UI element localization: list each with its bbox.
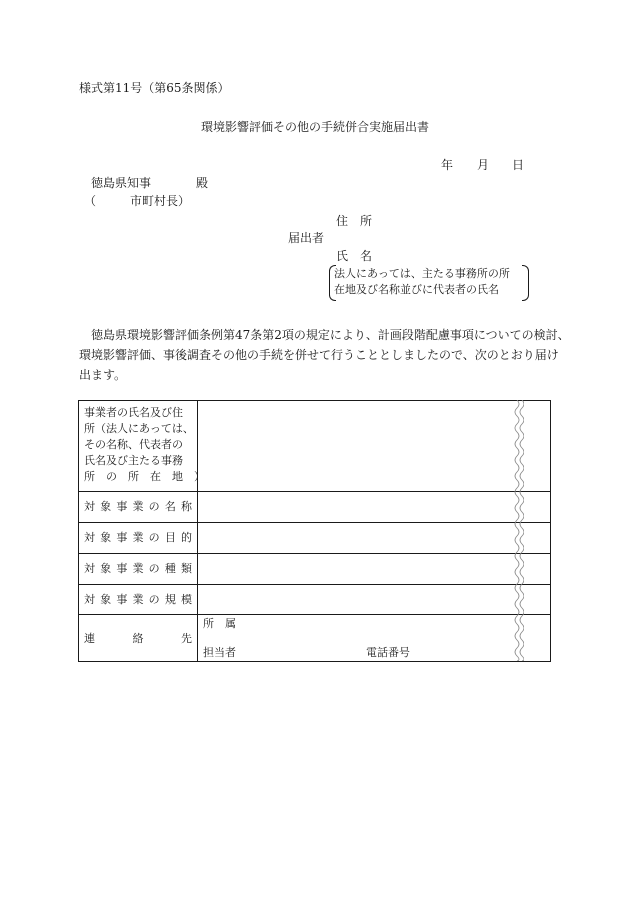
date-year: 年: [441, 158, 454, 172]
declaration-text: [79, 325, 570, 385]
address-label: 住 所: [336, 214, 373, 228]
form-number: 様式第11号（第65条関係）: [79, 81, 230, 95]
corporate-note-line2: 在地及び名称並びに代表者の氏名: [334, 283, 499, 296]
row-label-project-type: 対象事業の種類: [84, 562, 192, 575]
table-border: [78, 400, 551, 401]
note-bracket-right: [522, 265, 529, 301]
date-day: 日: [512, 158, 525, 172]
addressee-suffix: 殿: [196, 176, 209, 190]
declaration-line: 環境影響評価、事後調査その他の手続を併せて行うこととしましたので、次のとおり届け: [79, 348, 559, 362]
table-border: [550, 400, 551, 661]
row-label-project-scale: 対象事業の規模: [84, 593, 192, 606]
row-label-project-purpose: 対象事業の目的: [84, 531, 192, 544]
addressee-paren-open: （: [84, 194, 97, 208]
contact-affiliation: 所 属: [203, 617, 236, 630]
row-label-contact: 連絡先: [84, 632, 192, 645]
addressee-name: 徳島県知事: [91, 176, 152, 190]
page-title: 環境影響評価その他の手続併合実施届出書: [200, 120, 429, 134]
wavy-cut-line: [514, 400, 524, 661]
table-border: [78, 400, 79, 661]
table-border: [78, 614, 551, 615]
row-label-project-name: 対象事業の名称: [84, 500, 192, 513]
applicant-role: 届出者: [288, 231, 325, 245]
declaration-line: 徳島県環境影響評価条例第47条第2項の規定により、計画段階配慮事項についての検討、: [79, 328, 570, 342]
table-border: [78, 491, 551, 492]
contact-person: 担当者: [203, 646, 236, 659]
date-month: 月: [477, 158, 490, 172]
row-label-operator: 事業者の氏名及び住 所（法人にあっては、 その名称、代表者の 氏名及び主たる事務 所 の 所 在 地 ）: [84, 406, 205, 483]
table-border: [78, 584, 551, 585]
declaration-line: 出ます。: [79, 368, 127, 382]
table-border: [78, 522, 551, 523]
table-border: [78, 661, 551, 662]
table-border: [78, 553, 551, 554]
addressee-mayor: 市町村長）: [130, 194, 191, 208]
name-label: 氏 名: [336, 249, 373, 263]
contact-phone: 電話番号: [366, 646, 410, 659]
corporate-note-line1: 法人にあっては、主たる事務所の所: [334, 267, 510, 280]
